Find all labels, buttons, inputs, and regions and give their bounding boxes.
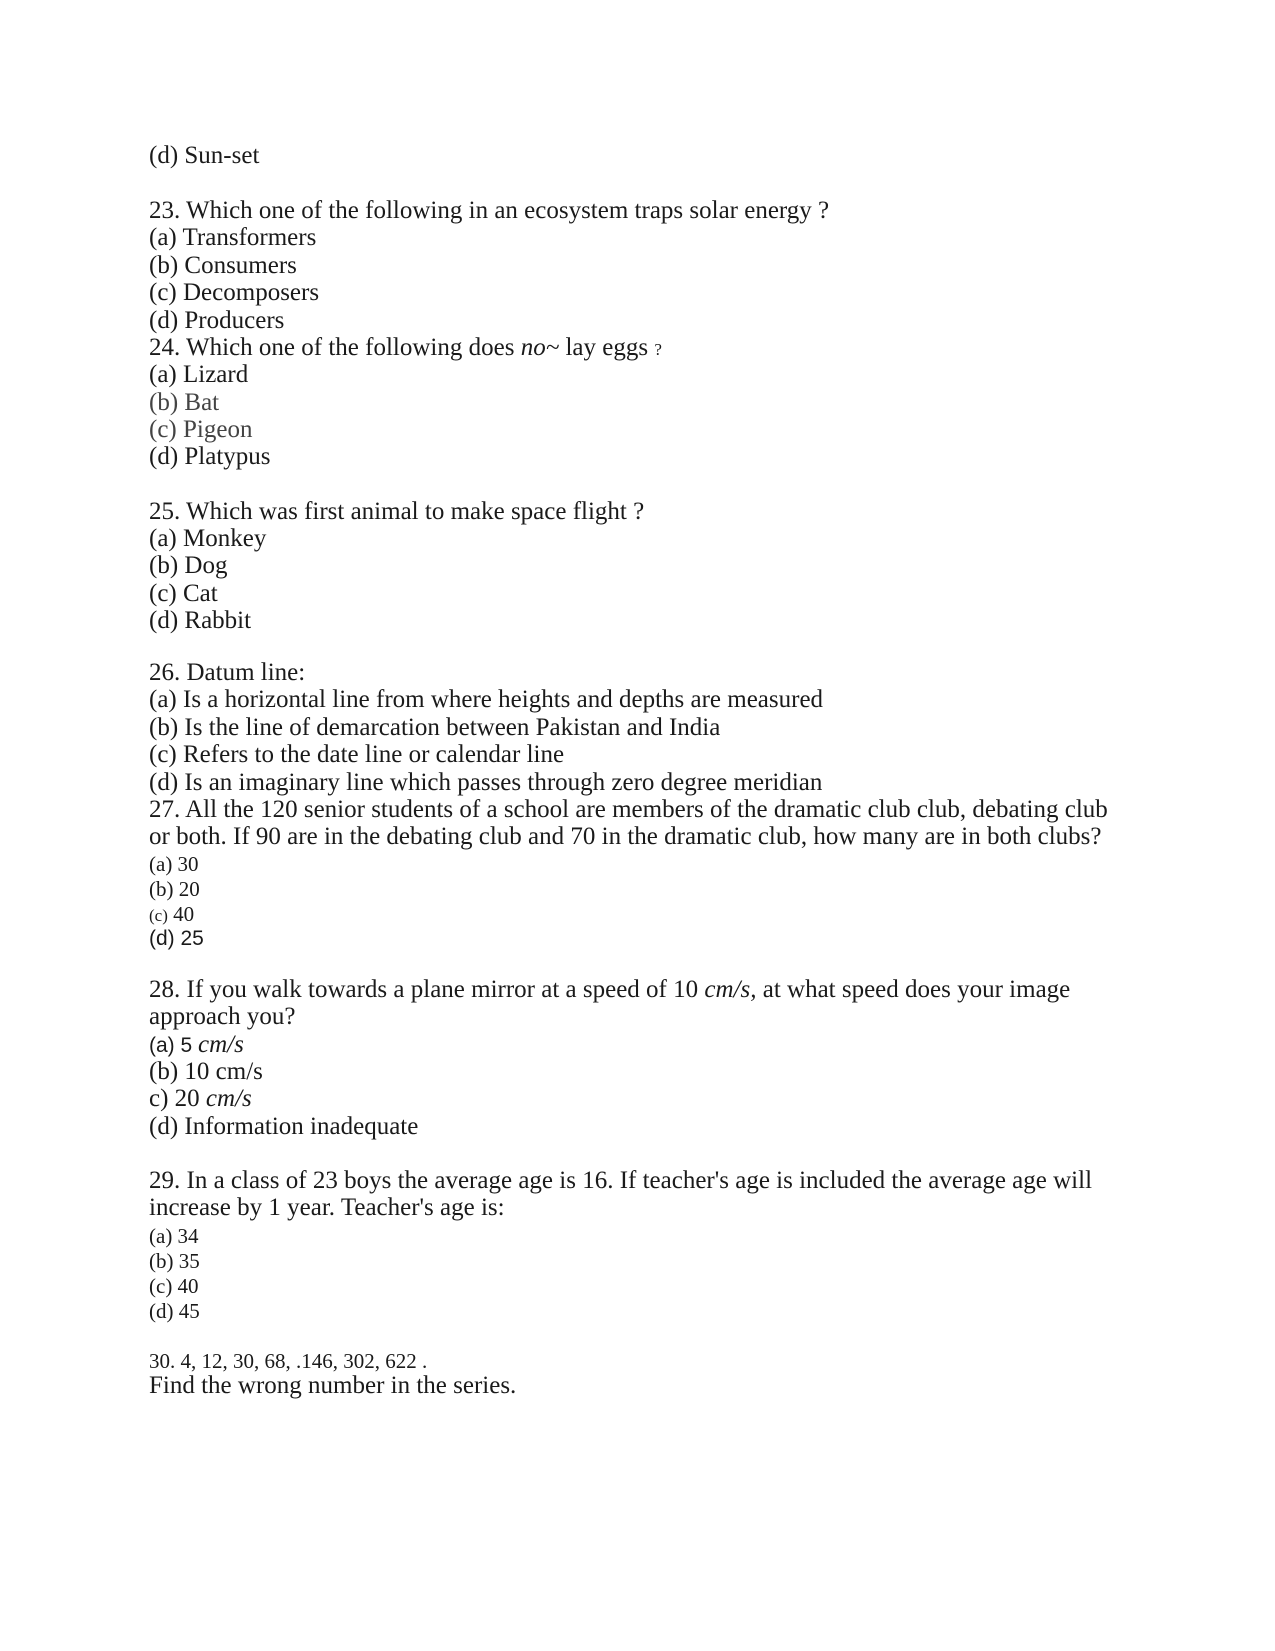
q27-option-c-value: 40 xyxy=(167,902,195,926)
q23-option-b: (b) Consumers xyxy=(149,252,297,279)
q23-option-c: (c) Decomposers xyxy=(149,279,320,306)
q24-text-end: lay eggs xyxy=(559,334,655,361)
q26-option-b: (b) Is the line of demarcation between Pakistan and India xyxy=(149,714,721,741)
q25-option-d: (d) Rabbit xyxy=(149,607,252,634)
q26-option-a: (a) Is a horizontal line from where heights and depths are measured xyxy=(149,686,824,713)
q28-option-d: (d) Information inadequate xyxy=(149,1113,419,1140)
q28-option-a xyxy=(149,1031,244,1060)
q30-series: 30. 4, 12, 30, 68, .146, 302, 622 . xyxy=(149,1349,428,1373)
q30-question: Find the wrong number in the series. xyxy=(149,1372,517,1399)
q26-option-d: (d) Is an imaginary line which passes through zero degree meridian xyxy=(149,769,823,796)
q24-option-a: (a) Lizard xyxy=(149,361,249,388)
q27-question-line2: or both. If 90 are in the debating club and 70 in the dramatic club, how many are in both clubs? xyxy=(149,823,1102,850)
q25-question: 25. Which was first animal to make space flight ? xyxy=(149,498,645,525)
q27-option-b: (b) 20 xyxy=(149,877,200,901)
q28-option-c-unit: cm/s xyxy=(205,1085,252,1112)
q25-option-a: (a) Monkey xyxy=(149,525,267,552)
q24-option-c: (c) Pigeon xyxy=(149,416,253,443)
q24-question xyxy=(149,334,662,364)
q27-option-c-label: (c) xyxy=(149,906,168,925)
q29-option-d: (d) 45 xyxy=(149,1299,200,1323)
q29-question-line2: increase by 1 year. Teacher's age is: xyxy=(149,1194,505,1221)
q23-question: 23. Which one of the following in an ecosystem traps solar energy ? xyxy=(149,197,830,224)
q28-option-c-label: c) 20 xyxy=(149,1085,206,1112)
q28-text-start: 28. If you walk towards a plane mirror at a speed of 10 xyxy=(149,976,705,1003)
q26-option-c: (c) Refers to the date line or calendar line xyxy=(149,741,565,768)
q28-option-c xyxy=(149,1085,252,1113)
q23-option-d: (d) Producers xyxy=(149,307,285,334)
q28-unit-italic: cm/s, xyxy=(704,976,757,1003)
q27-question-line1: 27. All the 120 senior students of a school are members of the dramatic club club, debating club xyxy=(149,796,1108,823)
q29-option-c: (c) 40 xyxy=(149,1274,199,1298)
q27-option-d: (d) 25 xyxy=(149,927,204,950)
q28-option-a-unit: cm/s xyxy=(198,1031,244,1058)
q28-option-a-label: (a) 5 xyxy=(149,1034,199,1057)
q29-option-a: (a) 34 xyxy=(149,1224,199,1248)
q23-option-a: (a) Transformers xyxy=(149,224,317,251)
q29-question-line1: 29. In a class of 23 boys the average age is 16. If teacher's age is included the average age will xyxy=(149,1167,1093,1194)
q28-option-b: (b) 10 cm/s xyxy=(149,1058,263,1085)
q24-text-italic: no~ xyxy=(520,334,560,361)
q24-option-b: (b) Bat xyxy=(149,389,220,416)
q24-question-mark: ? xyxy=(654,340,662,359)
q28-question-line1 xyxy=(149,976,1070,1004)
q25-option-c: (c) Cat xyxy=(149,580,218,607)
q28-question-line2: approach you? xyxy=(149,1003,296,1030)
q29-option-b: (b) 35 xyxy=(149,1249,200,1273)
q24-option-d: (d) Platypus xyxy=(149,443,271,470)
q25-option-b: (b) Dog xyxy=(149,552,228,579)
q28-text-end: at what speed does your image xyxy=(756,976,1071,1003)
q26-question: 26. Datum line: xyxy=(149,659,306,686)
q24-text-start: 24. Which one of the following does xyxy=(149,334,521,361)
q27-option-a: (a) 30 xyxy=(149,852,199,876)
q22-option-d: (d) Sun-set xyxy=(149,142,260,169)
